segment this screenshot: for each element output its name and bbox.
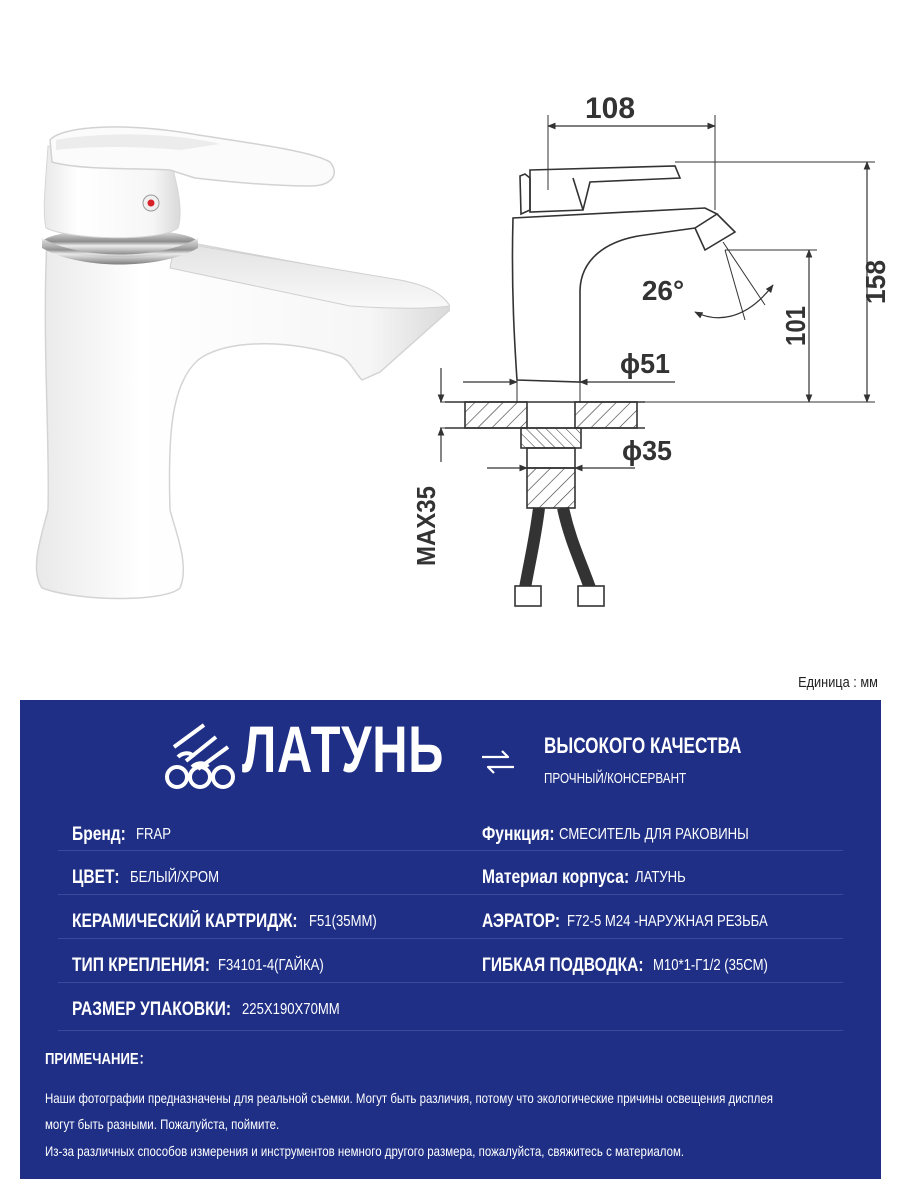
technical-drawing bbox=[405, 90, 895, 620]
spec-value: СМЕСИТЕЛЬ ДЛЯ РАКОВИНЫ bbox=[558, 826, 749, 843]
spec-label: ГИБКАЯ ПОДВОДКА: bbox=[482, 955, 644, 976]
spec-label: Бренд: bbox=[72, 824, 126, 845]
spec-value: БЕЛЫЙ/ХРОМ bbox=[129, 869, 219, 886]
faucet-photo bbox=[20, 110, 450, 610]
dim-angle-label: 26° bbox=[641, 275, 685, 306]
spec-label: КЕРАМИЧЕСКИЙ КАРТРИДЖ: bbox=[72, 911, 298, 932]
dim-width-label: 108 bbox=[585, 92, 635, 125]
spec-value: FRAP bbox=[135, 826, 171, 843]
dim-height-total-label: 158 bbox=[860, 257, 891, 304]
unit-label: Единица : мм bbox=[798, 674, 878, 691]
brass-pipes-icon bbox=[164, 717, 236, 789]
spec-label: Материал корпуса: bbox=[482, 867, 630, 888]
hot-indicator-icon bbox=[148, 200, 155, 207]
note-title: ПРИМЕЧАНИЕ： bbox=[45, 1051, 152, 1068]
spec-label: АЭРАТОР: bbox=[482, 911, 561, 932]
spec-function bbox=[482, 815, 790, 855]
swap-arrows-icon bbox=[478, 742, 518, 782]
dim-base-diameter-label: ϕ51 bbox=[620, 348, 670, 379]
brass-title: ЛАТУНЬ bbox=[242, 712, 445, 786]
spec-mount-type bbox=[72, 946, 347, 986]
note-line: Наши фотографии предназначены для реальной съемки. Могут быть различия, потому что экологические причины освещения дисплея bbox=[45, 1090, 773, 1106]
spec-label: ЦВЕТ: bbox=[72, 867, 120, 888]
quality-subtitle: ПРОЧНЫЙ/КОНСЕРВАНТ bbox=[544, 770, 687, 787]
info-panel bbox=[20, 700, 881, 1179]
spec-aerator bbox=[482, 902, 812, 942]
spec-label: ТИП КРЕПЛЕНИЯ: bbox=[72, 955, 210, 976]
spec-label: РАЗМЕР УПАКОВКИ: bbox=[72, 999, 232, 1020]
dim-spout-height-label: 101 bbox=[780, 299, 811, 346]
spec-value: F72-5 М24 -НАРУЖНАЯ РЕЗЬБА bbox=[567, 913, 768, 930]
quality-title: ВЫСОКОГО КАЧЕСТВА bbox=[544, 733, 742, 758]
dim-max-thickness-label: MAX35 bbox=[411, 479, 441, 566]
spec-value: F51(35ММ) bbox=[309, 913, 377, 930]
spec-package-size bbox=[72, 990, 361, 1030]
note-line: могут быть разными. Пожалуйста, поймите. bbox=[45, 1116, 280, 1132]
spec-brand bbox=[72, 815, 178, 855]
dim-thread-diameter-label: ϕ35 bbox=[622, 435, 672, 466]
spec-value: ЛАТУНЬ bbox=[635, 869, 687, 886]
spec-body-material bbox=[482, 858, 697, 898]
spec-value: 225Х190Х70ММ bbox=[241, 1001, 340, 1018]
spec-flexible-hose bbox=[482, 946, 793, 986]
spec-value: М10*1-Г1/2 (35СМ) bbox=[653, 957, 768, 974]
spec-cartridge bbox=[72, 902, 392, 942]
spec-color bbox=[72, 858, 239, 898]
note-line: Из-за различных способов измерения и инструментов немного другого размера, пожалуйста, свяжитесь с материалом. bbox=[45, 1143, 685, 1159]
spec-value: F34101-4(ГАЙКА) bbox=[218, 957, 324, 974]
spec-label: Функция: bbox=[482, 824, 555, 845]
